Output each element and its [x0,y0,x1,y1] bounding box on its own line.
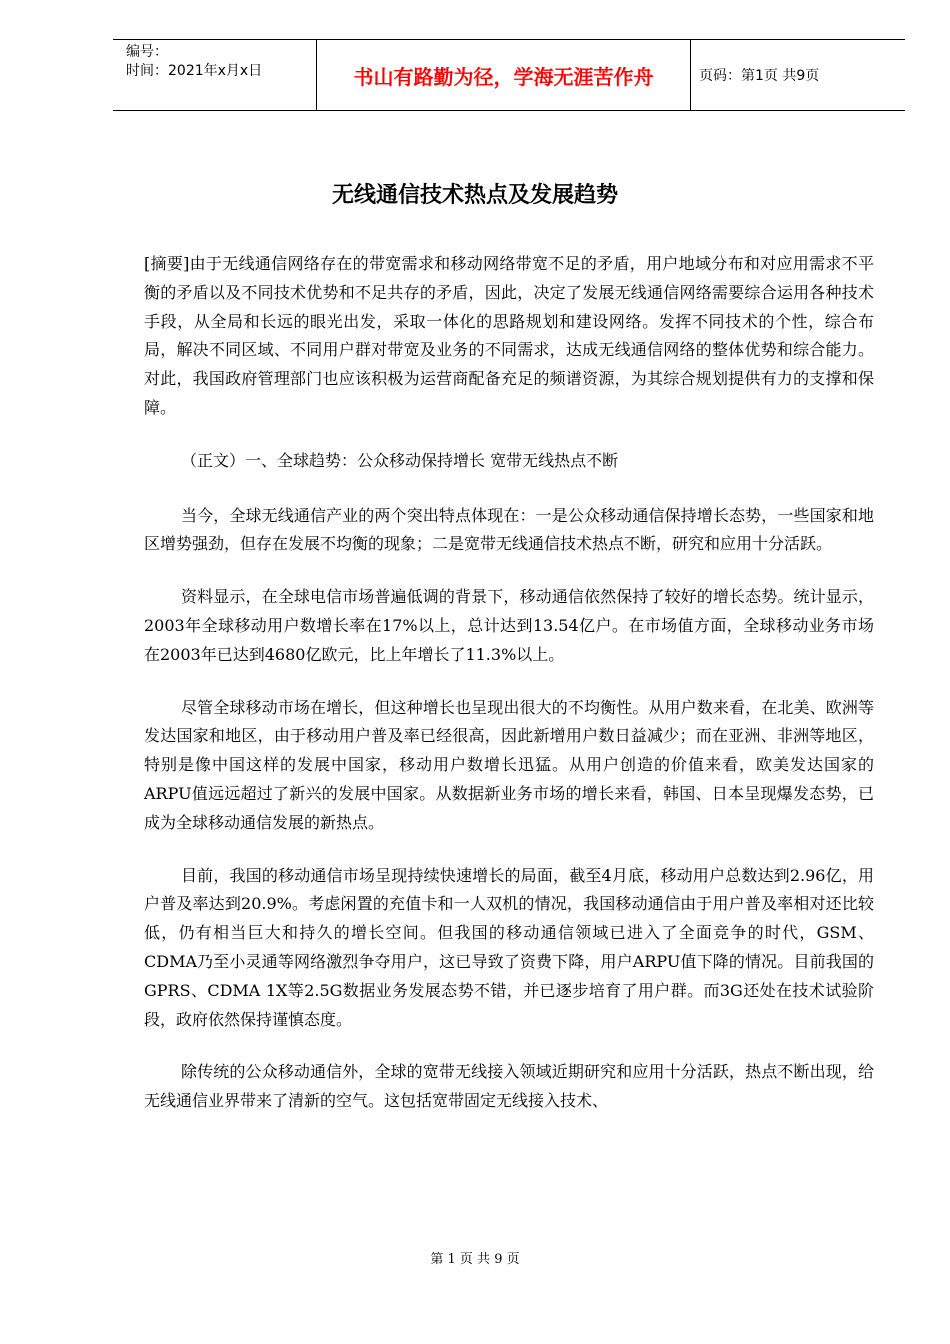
header-meta [113,40,316,110]
body-paragraph: 除传统的公众移动通信外，全球的宽带无线接入领域近期研究和应用十分活跃，热点不断出现，给无线通信业界带来了清新的空气。这包括宽带固定无线接入技术、 [144,1062,874,1111]
page-footer: 第 1 页 共 9 页 [430,1252,520,1267]
abstract-paragraph: [摘要]由于无线通信网络存在的带宽需求和移动网络带宽不足的矛盾，用户地域分布和对应用需求不平衡的矛盾以及不同技术优势和不足共存的矛盾，因此，决定了发展无线通信网络需要综合运用各种技术手段，从全局和长远的眼光出发，采取一体化的思路规划和建设网络。发挥不同技术的个性，综合布局，解决不同区域、不同用户群对带宽及业务的不同需求，达成无线通信网络的整体优势和综合能力。对此，我国政府管理部门也应该积极为运营商配备充足的频谱资源，为其综合规划提供有力的支撑和保障。 [144,254,874,417]
body-paragraph: 目前，我国的移动通信市场呈现持续快速增长的局面，截至4月底，移动用户总数达到2.96亿，用户普及率达到20.9%。考虑闲置的充值卡和一人双机的情况，我国移动通信由于用户普及率相对还比较低，仍有相当巨大和持久的增长空间。但我国的移动通信领域已进入了全面竞争的时代，GSM、CDMA乃至小灵通等网络激烈争夺用户，这已导致了资费下降，用户ARPU值下降的情况。目前我国的GPRS、CDMA 1X等2.5G数据业务发展态势不错，并已逐步培育了用户群。而3G还处在技术试验阶段，政府依然保持谨慎态度。 [144,865,874,1029]
section-heading: （正文）一、全球趋势：公众移动保持增长 宽带无线热点不断 [181,450,619,470]
document-date-label: 时间：2021年x月x日 [126,63,263,79]
document-number-label: 编号： [126,44,168,60]
header-motto: 书山有路勤为径，学海无涯苦作舟 [316,40,691,110]
body-paragraph: 当今，全球无线通信产业的两个突出特点体现在：一是公众移动通信保持增长态势，一些国家和地区增势强劲，但存在发展不均衡的现象；二是宽带无线通信技术热点不断，研究和应用十分活跃。 [144,505,874,554]
document-body [144,250,874,1140]
body-paragraph: 资料显示，在全球电信市场普遍低调的背景下，移动通信依然保持了较好的增长态势。统计显示，2003年全球移动用户数增长率在17%以上，总计达到13.54亿户。在市场值方面，全球移动业务市场在2003年已达到4680亿欧元，比上年增长了11.3%以上。 [144,587,874,664]
page-header [113,39,905,111]
document-title: 无线通信技术热点及发展趋势 [331,183,618,208]
body-paragraph: 尽管全球移动市场在增长，但这种增长也呈现出很大的不均衡性。从用户数来看，在北美、欧洲等发达国家和地区，由于移动用户普及率已经很高，因此新增用户数日益减少；而在亚洲、非洲等地区，特别是像中国这样的发展中国家，移动用户数增长迅猛。从用户创造的价值来看，欧美发达国家的ARPU值远远超过了新兴的发展中国家。从数据新业务市场的增长来看，韩国、日本呈现爆发态势，已成为全球移动通信发展的新热点。 [144,697,874,832]
header-page-info: 页码：第1页 共9页 [699,68,820,84]
